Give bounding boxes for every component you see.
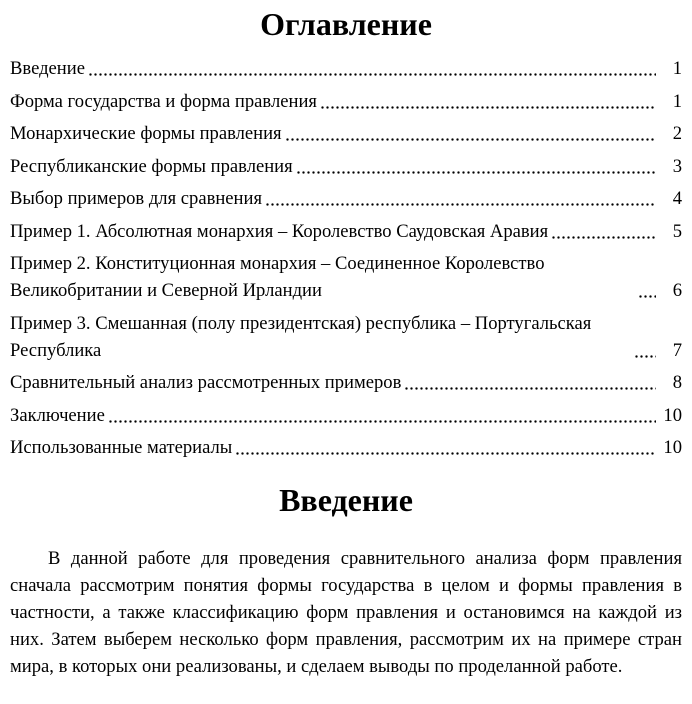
toc-entry[interactable] <box>10 369 682 396</box>
toc-page-number: 2 <box>672 123 682 144</box>
toc-dot-leader <box>634 337 656 364</box>
introduction-heading: Введение <box>279 482 413 518</box>
toc-entry-title: Пример 1. Абсолютная монархия – Королевство Саудовская Аравия <box>10 220 549 242</box>
toc-entry[interactable] <box>10 218 682 245</box>
toc-heading: Оглавление <box>260 6 432 42</box>
toc-page-number: 3 <box>672 155 682 177</box>
toc-entry-title: Выбор примеров для сравнения <box>10 188 263 209</box>
toc-entry-title: Республиканские формы правления <box>10 155 293 177</box>
toc-entry-title: Форма государства и форма правления <box>10 90 317 112</box>
toc-dot-leader <box>235 434 656 461</box>
toc-entry-title: Сравнительный анализ рассмотренных примеров <box>10 372 402 393</box>
toc-entry-title: Заключение <box>10 404 105 426</box>
toc-page-number: 4 <box>672 188 682 209</box>
toc-entry[interactable] <box>10 55 682 82</box>
toc-dot-leader <box>551 218 656 245</box>
toc-page-number: 5 <box>672 220 682 242</box>
toc-list <box>10 55 682 461</box>
toc-dot-leader <box>296 153 656 180</box>
toc-dot-leader <box>320 88 656 115</box>
toc-dot-leader <box>265 185 656 212</box>
toc-page-number: 1 <box>672 58 682 79</box>
toc-dot-leader <box>285 120 656 147</box>
toc-entry-title: Пример 2. Конституционная монархия – Соединенное Королевство Великобритании и Северной Ирландии <box>10 253 545 301</box>
toc-entry[interactable] <box>10 402 682 429</box>
toc-page-number: 6 <box>672 280 682 301</box>
toc-dot-leader <box>88 55 656 82</box>
toc-dot-leader <box>108 402 656 429</box>
toc-page-number: 10 <box>663 437 682 458</box>
toc-entry[interactable] <box>10 88 682 115</box>
toc-entry-title: Введение <box>10 58 85 79</box>
toc-page-number: 7 <box>672 339 682 361</box>
intro-paragraph: В данной работе для проведения сравнительного анализа форм правления сначала рассмотрим понятия формы государства в целом и формы правления в частности, а также классификацию форм правления и остановимся на каждой из них. Затем выберем несколько форм правления, рассмотрим их на примере стран мира, в которых они реализованы, и сделаем выводы по проделанной работе. <box>10 548 682 677</box>
toc-entry-title: Монархические формы правления <box>10 123 282 144</box>
document-page <box>0 5 692 680</box>
toc-page-number: 10 <box>663 404 682 426</box>
toc-dot-leader <box>638 277 656 304</box>
toc-entry[interactable] <box>10 120 682 147</box>
toc-entry-title: Пример 3. Смешанная (полу президентская) республика – Португальская Республика <box>10 312 592 361</box>
toc-page-number: 8 <box>672 372 682 393</box>
toc-entry[interactable] <box>10 153 682 180</box>
toc-page-number: 1 <box>672 90 682 112</box>
toc-entry[interactable] <box>10 434 682 461</box>
toc-entry[interactable] <box>10 250 682 304</box>
toc-entry[interactable] <box>10 310 682 364</box>
toc-entry-title: Использованные материалы <box>10 437 233 458</box>
toc-entry[interactable] <box>10 185 682 212</box>
toc-dot-leader <box>404 369 656 396</box>
